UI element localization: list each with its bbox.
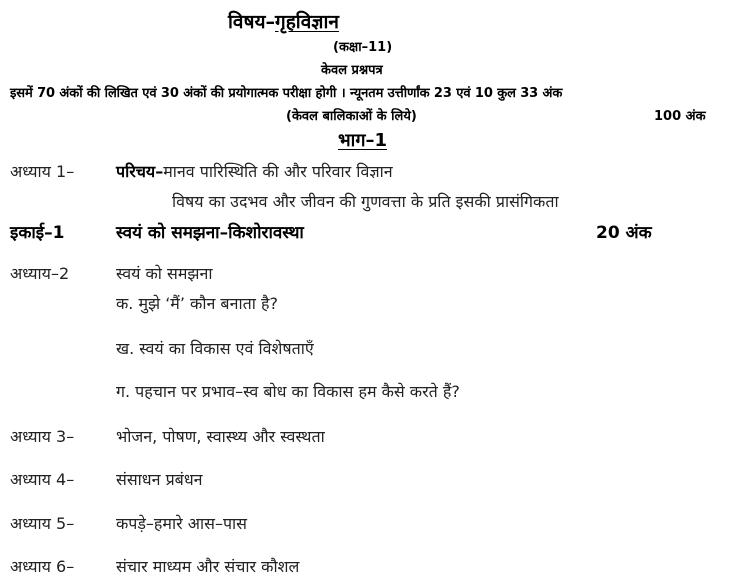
chapter-2-title: स्वयं को समझना [116,264,213,283]
chapter-2-item-b: ख. स्वयं का विकास एवं विशेषताएँ [116,339,314,358]
chapter-1-subtitle: विषय का उदभव और जीवन की गुणवत्ता के प्रति इसकी प्रासंगिकता [172,192,559,211]
subject-name: गृहविज्ञान [275,11,339,33]
chapter-1-title-text: मानव पारिस्थिति की और परिवार विज्ञान [163,162,393,181]
chapter-2-item-a: क. मुझे ‘मैं’ कौन बनाता है? [116,294,278,313]
chapter-2-label: अध्याय–2 [10,264,70,283]
class-label: (कक्षा–11) [333,40,393,55]
subject-prefix: विषय– [228,11,275,33]
chapter-1-label: अध्याय 1– [10,162,75,181]
part-heading: भाग–1 [338,130,387,151]
chapter-3-title: भोजन, पोषण, स्वास्थ्य और स्वस्थता [116,427,325,446]
chapter-2-item-c: ग. पहचान पर प्रभाव–स्व बोध का विकास हम कैसे करते हैं? [116,382,460,401]
chapter-6-title: संचार माध्यम और संचार कौशल [116,557,300,576]
chapter-5-title: कपड़े–हमारे आस–पास [116,514,247,533]
chapter-6-label: अध्याय 6– [10,557,75,576]
unit-1-label: इकाई–1 [10,223,65,243]
subject-heading [228,8,339,34]
unit-1-marks: 20 अंक [596,223,652,243]
total-marks: 100 अंक [654,109,706,124]
unit-1-title: स्वयं को समझना–किशोरावस्था [116,223,304,243]
chapter-4-label: अध्याय 4– [10,470,75,489]
chapter-1-title [116,160,393,182]
exam-note: इसमें 70 अंकों की लिखित एवं 30 अंकों की प्रयोगात्मक परीक्षा होगी । न्यूनतम उत्तीर्णांक 23 एवं 10 कुल 33 अंक [10,86,563,101]
chapter-4-title: संसाधन प्रबंधन [116,470,203,489]
chapter-5-label: अध्याय 5– [10,514,75,533]
girls-only-note: (केवल बालिकाओं के लिये) [286,109,417,124]
chapter-1-heading: परिचय– [116,162,164,181]
chapter-3-label: अध्याय 3– [10,427,75,446]
paper-label: केवल प्रश्नपत्र [321,63,383,78]
